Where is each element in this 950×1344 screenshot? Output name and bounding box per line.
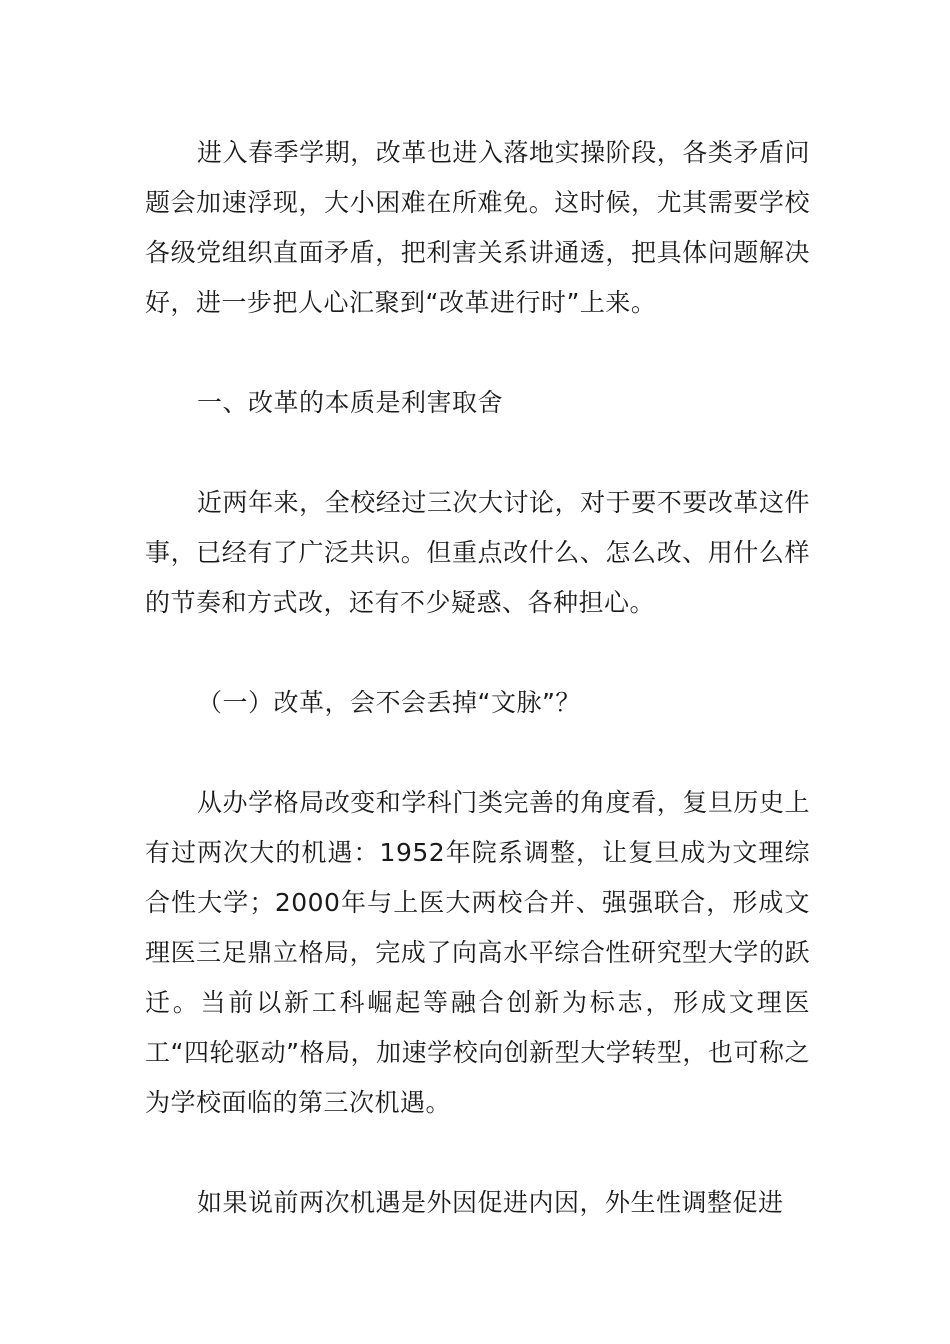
paragraph-consensus: 近两年来，全校经过三次大讨论，对于要不要改革这件事，已经有了广泛共识。但重点改什么、怎么改、用什么样的节奏和方式改，还有不少疑惑、各种担心。 bbox=[145, 488, 810, 617]
section-heading-1: 一、改革的本质是利害取舍 bbox=[197, 388, 504, 417]
paragraph-history: 从办学格局改变和学科门类完善的角度看，复旦历史上有过两次大的机遇：1952年院系调整，让复旦成为文理综合性大学；2000年与上医大两校合并、强强联合，形成文理医三足鼎立格局，完成了向高水平综合性研究型大学的跃迁。当前以新工科崛起等融合创新为标志，形成文理医工“四轮驱动”格局，加速学校向创新型大学转型，也可称之为学校面临的第三次机遇。 bbox=[145, 788, 810, 1117]
subsection-heading-1: （一）改革，会不会丢掉“文脉”？ bbox=[197, 688, 581, 717]
paragraph-continued: 如果说前两次机遇是外因促进内因，外生性调整促进 bbox=[197, 1188, 784, 1217]
paragraph-intro: 进入春季学期，改革也进入落地实操阶段，各类矛盾问题会加速浮现，大小困难在所难免。这时候，尤其需要学校各级党组织直面矛盾，把利害关系讲通透，把具体问题解决好，进一步把人心汇聚到“改革进行时”上来。 bbox=[145, 138, 810, 317]
document-body bbox=[145, 128, 810, 1228]
